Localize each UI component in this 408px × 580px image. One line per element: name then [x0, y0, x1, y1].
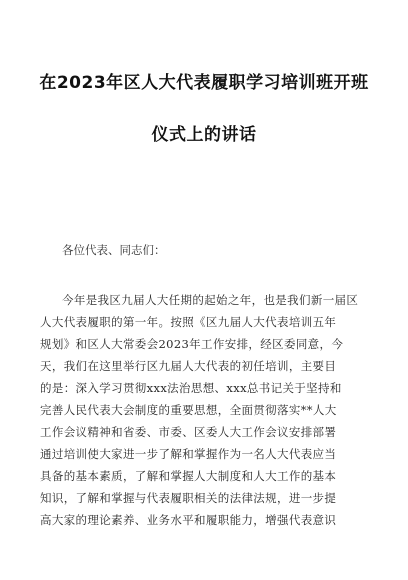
paragraph-line: 天，我们在这里举行区九届人大代表的初任培训，主要目	[40, 359, 337, 373]
document-title-line-1: 在2023年区人大代表履职学习培训班开班	[39, 73, 369, 93]
paragraph-line: 高大家的理论素养、业务水平和履职能力，增强代表意识	[40, 513, 337, 527]
document-title-line-2: 仪式上的讲话	[151, 125, 257, 145]
paragraph-line: 具备的基本素质，了解和掌握人大制度和人大工作的基本	[40, 469, 337, 483]
paragraph-line: 的是：深入学习贯彻xxx法治思想、xxx总书记关于坚持和	[40, 381, 342, 395]
paragraph-line: 通过培训使大家进一步了解和掌握作为一名人大代表应当	[40, 447, 337, 461]
paragraph-line: 知识，了解和掌握与代表履职相关的法律法规，进一步提	[40, 491, 337, 505]
paragraph-line: 工作会议精神和省委、市委、区委人大工作会议安排部署	[40, 425, 337, 439]
paragraph-line: 人大代表履职的第一年。按照《区九届人大代表培训五年	[40, 315, 337, 329]
paragraph-line: 规划》和区人大常委会2023年工作安排，经区委同意，今	[40, 337, 344, 351]
salutation: 各位代表、同志们：	[62, 243, 166, 257]
paragraph-line: 今年是我区九届人大任期的起始之年，也是我们新一届区	[62, 293, 359, 307]
paragraph-line: 完善人民代表大会制度的重要思想，全面贯彻落实**人大	[40, 403, 337, 417]
